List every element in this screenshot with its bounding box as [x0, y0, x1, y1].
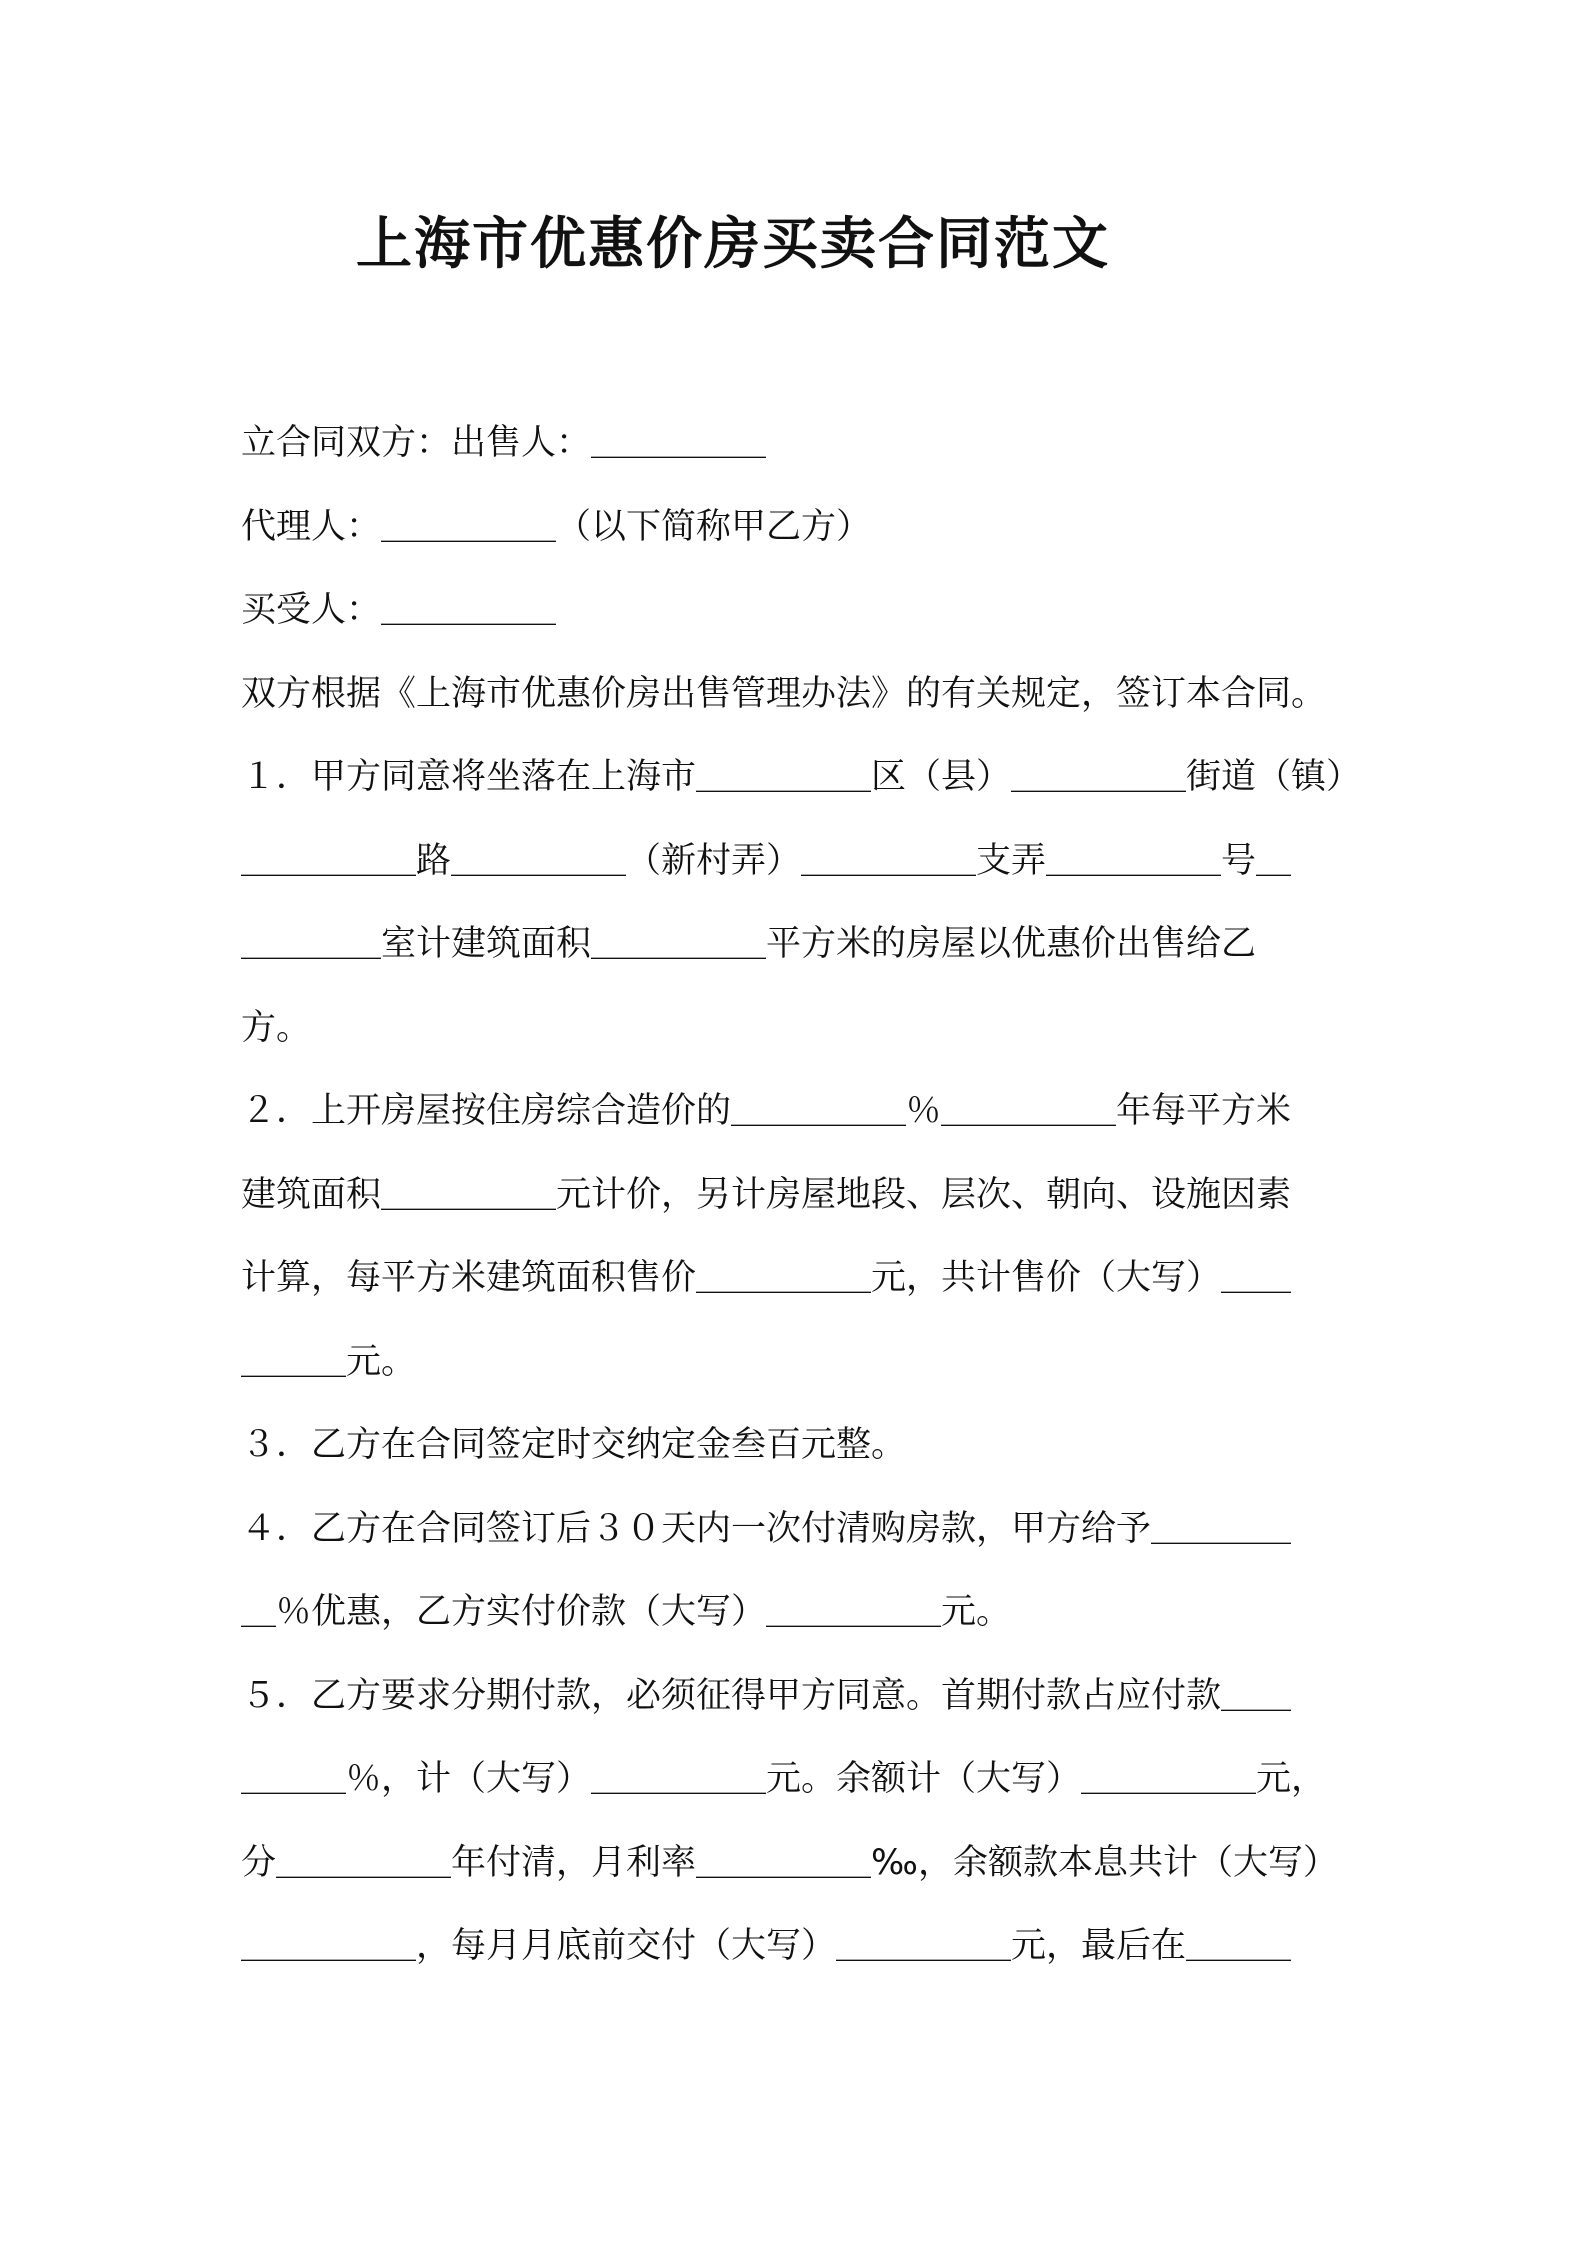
contract-line: 方。: [241, 1007, 312, 1048]
contract-line: ＿％优惠，乙方实付价款（大写）＿＿＿＿＿元。: [241, 1592, 1012, 1632]
contract-line: 买受人：＿＿＿＿＿: [241, 590, 557, 630]
contract-line: １．甲方同意将坐落在上海市＿＿＿＿＿区（县）＿＿＿＿＿街道（镇）: [241, 757, 1362, 797]
document-title: 上海市优惠价房买卖合同范文: [356, 212, 1110, 277]
contract-line: 计算，每平方米建筑面积售价＿＿＿＿＿元，共计售价（大写）＿＿: [241, 1258, 1292, 1298]
contract-line: 分＿＿＿＿＿年付清，月利率＿＿＿＿＿‰，余额款本息共计（大写）: [241, 1842, 1338, 1883]
contract-line: ＿＿＿％，计（大写）＿＿＿＿＿元。余额计（大写）＿＿＿＿＿元，: [241, 1759, 1327, 1799]
contract-line: 代理人：＿＿＿＿＿（以下简称甲乙方）: [241, 506, 872, 547]
contract-line: ＿＿＿＿室计建筑面积＿＿＿＿＿平方米的房屋以优惠价出售给乙: [241, 924, 1257, 964]
contract-line: ＿＿＿＿＿，每月月底前交付（大写）＿＿＿＿＿元，最后在＿＿＿: [241, 1926, 1292, 1966]
contract-line: 双方根据《上海市优惠价房出售管理办法》的有关规定，签订本合同。: [241, 673, 1327, 714]
contract-line: ２．上开房屋按住房综合造价的＿＿＿＿＿％＿＿＿＿＿年每平方米: [241, 1091, 1292, 1131]
contract-body: [241, 402, 1361, 1989]
contract-line: ＿＿＿＿＿路＿＿＿＿＿（新村弄）＿＿＿＿＿支弄＿＿＿＿＿号＿: [241, 840, 1292, 881]
contract-line: 立合同双方：出售人：＿＿＿＿＿: [241, 423, 767, 463]
contract-line: ４．乙方在合同签订后３０天内一次付清购房款，甲方给予＿＿＿＿: [241, 1508, 1292, 1549]
contract-line: 建筑面积＿＿＿＿＿元计价，另计房屋地段、层次、朝向、设施因素: [241, 1174, 1292, 1215]
contract-line: ５．乙方要求分期付款，必须征得甲方同意。首期付款占应付款＿＿: [241, 1675, 1292, 1716]
contract-line: ＿＿＿元。: [241, 1341, 417, 1382]
contract-line: ３．乙方在合同签定时交纳定金叁百元整。: [241, 1425, 907, 1465]
